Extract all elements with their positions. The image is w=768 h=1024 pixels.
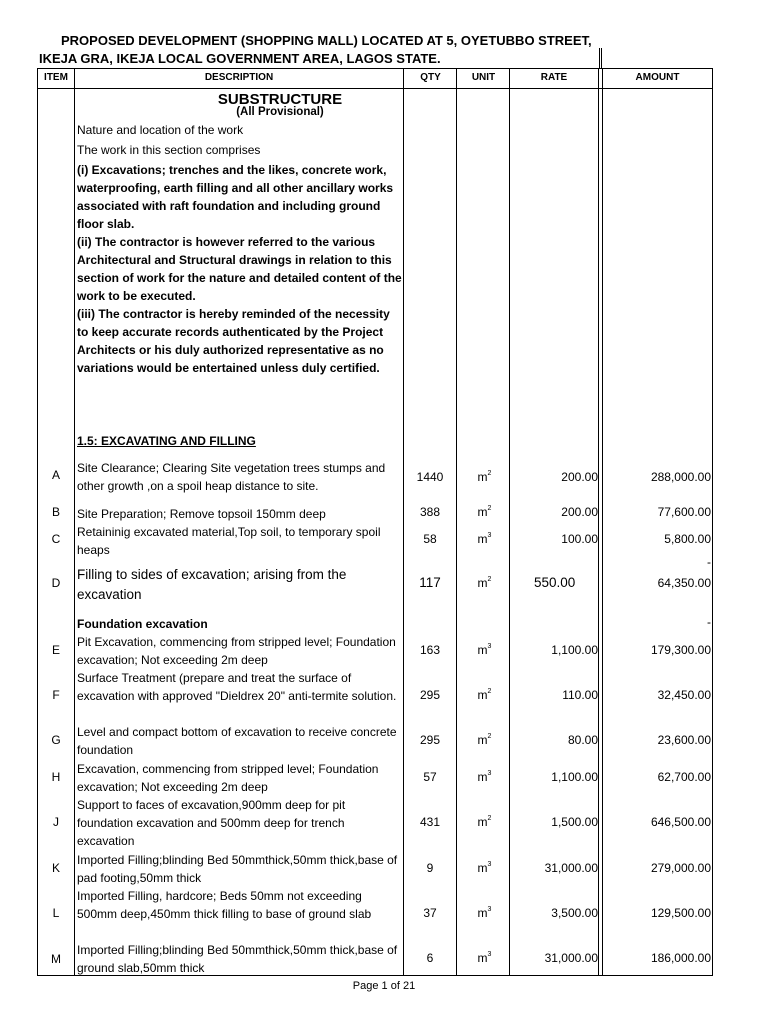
item-unit: $m^3$ [477, 906, 492, 920]
item-qty: 57 [423, 770, 437, 784]
section-subtitle: (All Provisional) [236, 106, 324, 118]
item-description: Retaininig excavated material,Top soil, to temporary spoil heaps [77, 525, 381, 557]
col-line-item [74, 69, 75, 975]
item-rate: 80.00 [567, 733, 598, 747]
item-rate: 31,000.00 [544, 951, 598, 965]
item-description: Level and compact bottom of excavation to receive concrete foundation [77, 725, 397, 757]
page-footer: Page 1 of 21 [352, 980, 416, 992]
item-code: K [51, 861, 60, 875]
item-qty: 388 [419, 505, 441, 519]
item-code: A [51, 468, 60, 482]
intro-para-3: (iii) The contractor is hereby reminded of the necessity to keep accurate records authenticated by the Project Architects or his duly authorized representative as no variations would be entertained unless duly certified. [77, 307, 390, 375]
item-amount: 186,000.00 [650, 951, 711, 965]
item-code: M [51, 952, 61, 966]
item-code: E [51, 643, 60, 657]
item-description: Filling to sides of excavation; arising from the excavation [77, 567, 347, 602]
document-title [39, 32, 619, 68]
item-amount: 5,800.00 [664, 532, 711, 546]
item-description: Pit Excavation, commencing from stripped level; Foundation excavation; Not exceeding 2m deep [77, 635, 396, 667]
item-code: F [52, 688, 60, 702]
item-amount: 129,500.00 [650, 906, 711, 920]
item-code: D [51, 576, 61, 590]
header-qty: QTY [420, 72, 441, 83]
intro-line-1: Nature and location of the work [77, 123, 244, 137]
item-unit: $m^2$ [477, 688, 492, 702]
item-qty: 117 [419, 575, 441, 590]
item-code: H [51, 770, 61, 784]
col-line-unit [509, 69, 510, 975]
intro-para-2: (ii) The contractor is however referred to the various Architectural and Structural drawings in relation to this section of work for the nature and detailed content of the work to be executed. [77, 235, 402, 303]
item-description: Imported Filling;blinding Bed 50mmthick,50mm thick,base of pad footing,50mm thick [77, 853, 398, 885]
item-rate: 200.00 [561, 505, 598, 519]
item-rate: 550.00 [534, 575, 576, 590]
item-qty: 1440 [416, 470, 444, 484]
item-unit: $m^3$ [477, 770, 492, 784]
item-rate: 110.00 [562, 688, 598, 702]
item-code: C [51, 532, 61, 546]
item-unit: $m^3$ [477, 861, 492, 875]
item-amount: 77,600.00 [657, 505, 711, 519]
item-description: Site Clearance; Clearing Site vegetation trees stumps and other growth ,on a spoil heap distance to site. [77, 461, 386, 493]
item-qty: 6 [426, 951, 434, 965]
item-qty: 9 [426, 861, 434, 875]
item-description: Site Preparation; Remove topsoil 150mm deep [77, 507, 326, 521]
header-item: ITEM [44, 72, 68, 83]
item-description: Excavation, commencing from stripped level; Foundation excavation; Not exceeding 2m deep [77, 762, 379, 794]
header-rate: RATE [540, 72, 568, 83]
col-line-qty [456, 69, 457, 975]
item-code: L [52, 906, 60, 920]
item-code: B [51, 505, 60, 519]
intro-line-2: The work in this section comprises [77, 143, 261, 157]
column-divider-mark [599, 48, 602, 68]
item-unit: $m^2$ [477, 505, 492, 519]
header-amount: AMOUNT [635, 72, 680, 83]
item-amount: 646,500.00 [650, 815, 711, 829]
item-rate: 100.00 [561, 532, 598, 546]
dash-marker: - [707, 555, 711, 569]
item-amount: 23,600.00 [657, 733, 711, 747]
item-description: Imported Filling;blinding Bed 50mmthick,50mm thick,base of ground slab,50mm thick [77, 943, 398, 975]
col-line-rate [598, 69, 603, 975]
item-qty: 295 [419, 688, 441, 702]
intro-para-1: (i) Excavations; trenches and the likes, concrete work, waterproofing, earth filling and all other ancillary works associated with raft foundation and including ground floor slab. [77, 163, 394, 231]
dash-marker: - [707, 615, 711, 629]
item-rate: 3,500.00 [551, 906, 598, 920]
item-unit: $m^2$ [477, 576, 492, 590]
item-amount: 62,700.00 [657, 770, 711, 784]
item-unit: $m^3$ [477, 951, 492, 965]
subsection-heading: 1.5: EXCAVATING AND FILLING [77, 434, 256, 448]
item-amount: 64,350.00 [657, 576, 711, 590]
item-unit: $m^2$ [477, 733, 492, 747]
header-description: DESCRIPTION [204, 72, 274, 83]
col-line-desc [403, 69, 404, 975]
item-amount: 279,000.00 [650, 861, 711, 875]
title-line-1: PROPOSED DEVELOPMENT (SHOPPING MALL) LOCATED AT 5, OYETUBBO STREET, [61, 33, 592, 48]
item-code: G [51, 733, 61, 747]
item-rate: 1,500.00 [551, 815, 598, 829]
item-rate: 1,100.00 [551, 643, 598, 657]
item-amount: 288,000.00 [650, 470, 711, 484]
bill-of-quantities-table [37, 68, 713, 976]
title-line-2: IKEJA GRA, IKEJA LOCAL GOVERNMENT AREA, LAGOS STATE. [39, 51, 441, 66]
item-rate: 1,100.00 [551, 770, 598, 784]
item-amount: 179,300.00 [650, 643, 711, 657]
item-unit: $m^3$ [477, 532, 492, 546]
item-qty: 37 [423, 906, 437, 920]
item-qty: 431 [419, 815, 441, 829]
item-unit: $m^3$ [477, 643, 492, 657]
header-unit: UNIT [471, 72, 496, 83]
item-unit: $m^2$ [477, 815, 492, 829]
item-amount: 32,450.00 [657, 688, 711, 702]
item-unit: $m^2$ [477, 470, 492, 484]
item-description: Imported Filling, hardcore; Beds 50mm not exceeding 500mm deep,450mm thick filling to base of ground slab [77, 889, 372, 921]
item-rate: 200.00 [561, 470, 598, 484]
table-header [38, 69, 712, 89]
item-description: Surface Treatment (prepare and treat the surface of excavation with approved "Dieldrex 20" anti-termite solution. [77, 671, 397, 703]
item-qty: 58 [423, 532, 437, 546]
item-qty: 163 [419, 643, 441, 657]
item-rate: 31,000.00 [544, 861, 598, 875]
foundation-heading: Foundation excavation [77, 617, 208, 631]
item-code: J [53, 815, 59, 829]
section-title: SUBSTRUCTURE [217, 91, 343, 108]
item-description: Support to faces of excavation,900mm deep for pit foundation excavation and 500mm deep for trench excavation [77, 798, 346, 848]
item-qty: 295 [419, 733, 441, 747]
